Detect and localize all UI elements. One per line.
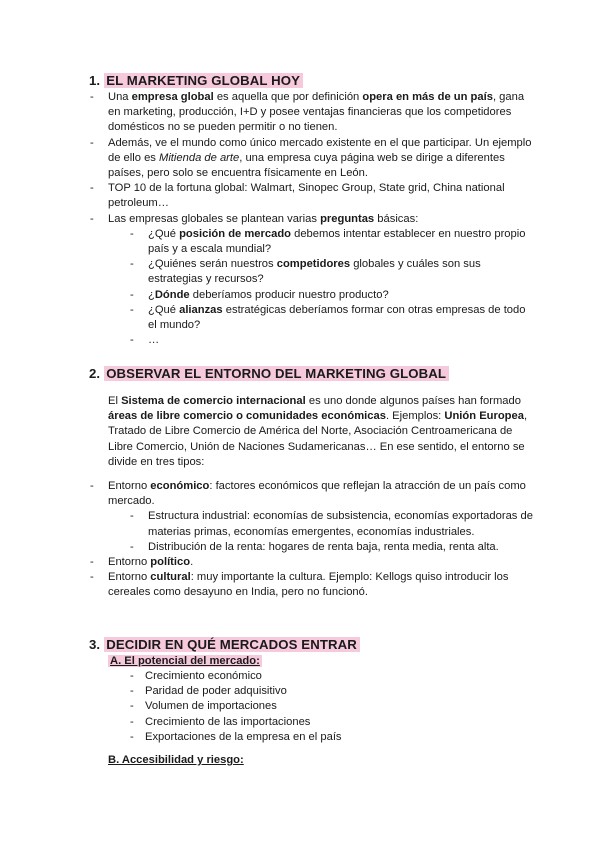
list-item: - Estructura industrial: economías de subsistencia, economías exportadoras de materias primas, economías emergentes, economías industriales. <box>108 509 533 539</box>
section-title: EL MARKETING GLOBAL HOY <box>104 73 303 88</box>
section-number: 2. <box>89 366 101 381</box>
list-item: - Paridad de poder adquisitivo <box>108 684 528 699</box>
list-item: - … <box>108 333 533 348</box>
section-number: 3. <box>89 637 101 652</box>
section-title: DECIDIR EN QUÉ MERCADOS ENTRAR <box>104 637 360 652</box>
list-item: - Crecimiento económico <box>108 669 528 684</box>
list-item: - ¿Dónde deberíamos producir nuestro producto? <box>108 288 533 303</box>
list-item: - Volumen de importaciones <box>108 699 528 714</box>
section-1-heading <box>89 72 303 89</box>
section-2-heading <box>89 365 449 382</box>
list-item: - ¿Qué posición de mercado debemos intentar establecer en nuestro propio país y a escala mundial? <box>108 227 533 257</box>
list-item: - Entorno cultural: muy importante la cultura. Ejemplo: Kellogs quiso introducir los cereales como desayuno en India, pero no funcionó. <box>88 570 533 600</box>
list-item: - Exportaciones de la empresa en el país <box>108 730 528 745</box>
subheading-b: B. Accesibilidad y riesgo: <box>108 754 244 766</box>
section-2-list <box>88 479 533 601</box>
economic-sub-list <box>108 509 533 555</box>
list-item: - Entorno económico: factores económicos que reflejan la atracción de un país como mercado. - Estructura industrial: economías de subsistencia, economías exportadoras de materias primas, economías emergentes, economías industriales. - Distribución de la renta: hogares de renta baja, renta media, renta alta. <box>88 479 533 555</box>
section-1-list <box>88 90 533 348</box>
section-title: OBSERVAR EL ENTORNO DEL MARKETING GLOBAL <box>104 366 449 381</box>
list-item: - Entorno político. <box>88 555 533 570</box>
list-item: - ¿Quiénes serán nuestros competidores globales y cuáles son sus estrategias y recursos? <box>108 257 533 287</box>
list-item: - Una empresa global es aquella que por definición opera en más de un país, gana en marketing, producción, I+D y posee ventajas financieras que los competidores domésticos no se pueden permitir o no tienen. <box>88 90 533 136</box>
section-3-heading <box>89 636 360 653</box>
section-number: 1. <box>89 73 101 88</box>
subheading-a: A. El potencial del mercado: <box>110 655 260 667</box>
list-item: - Distribución de la renta: hogares de renta baja, renta media, renta alta. <box>108 540 533 555</box>
market-potential-list <box>108 669 528 745</box>
list-item: - Crecimiento de las importaciones <box>108 715 528 730</box>
list-item: - ¿Qué alianzas estratégicas deberíamos formar con otras empresas de todo el mundo? <box>108 303 533 333</box>
list-item: - TOP 10 de la fortuna global: Walmart, Sinopec Group, State grid, China national petroleum… <box>88 181 533 211</box>
section-2-intro: El Sistema de comercio internacional es uno donde algunos países han formado áreas de libre comercio o comunidades económicas. Ejemplos: Unión Europea, Tratado de Libre Comercio de América del Norte, Asociación Centroamericana de Libre Comercio, Unión de Naciones Sudamericanas… En ese sentido, el entorno se divide en tres tipos: <box>108 395 528 468</box>
questions-list <box>108 227 533 349</box>
list-item: - Además, ve el mundo como único mercado existente en el que participar. Un ejemplo de ello es Mitienda de arte, una empresa cuya página web se dirige a diferentes países, pero solo se encuentra físicamente en León. <box>88 136 533 182</box>
list-item: - Las empresas globales se plantean varias preguntas básicas: - ¿Qué posición de mercado debemos intentar establecer en nuestro propio país y a escala mundial? - ¿Quiénes serán nuestros competidores globales y cuáles son sus estrategias y recursos? - ¿Dónde deberíamos producir nuestro producto? - ¿Qué alianzas estratégicas deberíamos formar con otras empresas de todo el mundo? - … <box>88 212 533 349</box>
